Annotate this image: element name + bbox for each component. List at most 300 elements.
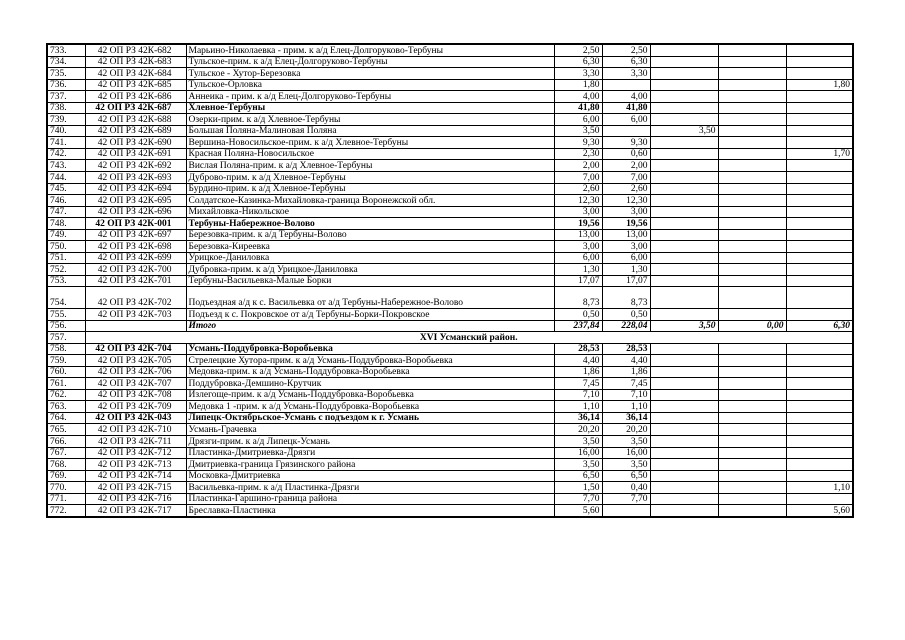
table-row [47, 114, 853, 126]
road-code-cell: 42 ОП РЗ 42К-695 [85, 195, 186, 207]
length-col4-cell [718, 470, 786, 482]
length-col5-cell [786, 183, 853, 195]
length-total-cell: 0,50 [554, 308, 602, 320]
row-number-cell: 760. [47, 366, 85, 378]
length-col3-cell [650, 459, 718, 471]
road-registry-table [46, 43, 854, 518]
row-number-cell: 743. [47, 160, 85, 172]
length-col4-cell [718, 389, 786, 401]
length-col5-cell [786, 137, 853, 149]
length-col2-cell: 9,30 [602, 137, 650, 149]
road-code-cell: 42 ОП РЗ 42К-701 [85, 275, 186, 287]
length-col4-cell [718, 275, 786, 287]
length-col2-cell: 4,00 [602, 91, 650, 103]
length-total-cell: 28,53 [554, 343, 602, 355]
length-col5-cell [786, 206, 853, 218]
length-col2-cell: 7,45 [602, 378, 650, 390]
road-name-cell: Тульское-прим. к а/д Елец-Долгоруково-Тербуны [186, 56, 554, 68]
length-col3-cell [650, 148, 718, 160]
road-code-cell: 42 ОП РЗ 42К-717 [85, 505, 186, 517]
length-total-cell: 7,00 [554, 172, 602, 184]
table-row [47, 343, 853, 355]
length-col3-cell [650, 424, 718, 436]
length-col4-cell [718, 206, 786, 218]
length-total-cell: 6,50 [554, 470, 602, 482]
length-total-cell: 6,00 [554, 114, 602, 126]
road-code-cell: 42 ОП РЗ 42К-693 [85, 172, 186, 184]
length-col2-cell: 4,40 [602, 355, 650, 367]
road-code-cell: 42 ОП РЗ 42К-683 [85, 56, 186, 68]
row-number-cell: 753. [47, 275, 85, 287]
road-code-cell: 42 ОП РЗ 42К-699 [85, 252, 186, 264]
road-code-cell: 42 ОП РЗ 42К-706 [85, 366, 186, 378]
road-name-cell: Березовка-прим. к а/д Тербуны-Волово [186, 229, 554, 241]
road-code-cell: 42 ОП РЗ 42К-710 [85, 424, 186, 436]
length-col5-cell [786, 447, 853, 459]
length-total-cell: 6,30 [554, 56, 602, 68]
length-total-cell: 3,30 [554, 68, 602, 80]
length-total-cell: 1,80 [554, 79, 602, 91]
length-col4-cell [718, 160, 786, 172]
length-col3-cell [650, 470, 718, 482]
length-col4-cell [718, 343, 786, 355]
length-col4-cell [718, 482, 786, 494]
road-code-cell: 42 ОП РЗ 42К-702 [85, 287, 186, 309]
road-code-cell: 42 ОП РЗ 42К-707 [85, 378, 186, 390]
length-col2-cell: 3,00 [602, 241, 650, 253]
length-col5-cell: 6,30 [786, 320, 853, 332]
length-col4-cell [718, 241, 786, 253]
road-code-cell: 42 ОП РЗ 42К-712 [85, 447, 186, 459]
road-name-cell: Дуброво-прим. к а/д Хлевное-Тербуны [186, 172, 554, 184]
row-number-cell: 770. [47, 482, 85, 494]
table-row [47, 493, 853, 505]
row-number-cell: 755. [47, 308, 85, 320]
table-row [47, 482, 853, 494]
road-name-cell: Пластинка-Гаршино-граница района [186, 493, 554, 505]
row-number-cell: 746. [47, 195, 85, 207]
table-row [47, 183, 853, 195]
row-number-cell: 748. [47, 218, 85, 230]
road-code-cell: 42 ОП РЗ 42К-716 [85, 493, 186, 505]
road-code-cell: 42 ОП РЗ 42К-686 [85, 91, 186, 103]
length-total-cell: 7,10 [554, 389, 602, 401]
length-col2-cell: 6,30 [602, 56, 650, 68]
road-code-cell: 42 ОП РЗ 42К-698 [85, 241, 186, 253]
table-row [47, 275, 853, 287]
length-col5-cell: 1,10 [786, 482, 853, 494]
length-col4-cell [718, 447, 786, 459]
length-col3-cell [650, 229, 718, 241]
length-col2-cell: 3,50 [602, 459, 650, 471]
length-total-cell: 2,50 [554, 44, 602, 56]
table-row [47, 320, 853, 332]
length-total-cell: 4,40 [554, 355, 602, 367]
length-col4-cell [718, 195, 786, 207]
road-name-cell: Васильевка-прим. к а/д Пластинка-Дрязги [186, 482, 554, 494]
length-col5-cell [786, 229, 853, 241]
length-total-cell: 7,70 [554, 493, 602, 505]
length-total-cell: 3,50 [554, 125, 602, 137]
road-name-cell: Бреславка-Пластинка [186, 505, 554, 517]
length-col5-cell [786, 264, 853, 276]
length-col3-cell [650, 56, 718, 68]
length-col2-cell: 7,00 [602, 172, 650, 184]
row-number-cell: 739. [47, 114, 85, 126]
length-col3-cell: 3,50 [650, 320, 718, 332]
length-col5-cell [786, 355, 853, 367]
row-number-cell: 767. [47, 447, 85, 459]
road-code-cell: 42 ОП РЗ 42К-700 [85, 264, 186, 276]
road-name-cell: Тербуны-Набережное-Волово [186, 218, 554, 230]
length-col4-cell [718, 229, 786, 241]
length-col2-cell [602, 505, 650, 517]
length-col4-cell [718, 137, 786, 149]
length-col5-cell: 1,80 [786, 79, 853, 91]
length-col3-cell [650, 195, 718, 207]
length-total-cell: 5,60 [554, 505, 602, 517]
length-col4-cell [718, 252, 786, 264]
section-heading-cell: XVI Усманский район. [85, 332, 853, 344]
road-code-cell: 42 ОП РЗ 42К-687 [85, 102, 186, 114]
length-col2-cell: 1,86 [602, 366, 650, 378]
table-row [47, 366, 853, 378]
length-col5-cell [786, 172, 853, 184]
length-col2-cell: 3,00 [602, 206, 650, 218]
row-number-cell: 768. [47, 459, 85, 471]
length-total-cell: 41,80 [554, 102, 602, 114]
length-col2-cell: 41,80 [602, 102, 650, 114]
length-total-cell: 3,50 [554, 459, 602, 471]
length-col5-cell [786, 275, 853, 287]
length-col4-cell [718, 493, 786, 505]
length-col5-cell [786, 436, 853, 448]
road-name-cell: Аннеика - прим. к а/д Елец-Долгоруково-Тербуны [186, 91, 554, 103]
table-row [47, 470, 853, 482]
road-code-cell: 42 ОП РЗ 42К-043 [85, 412, 186, 424]
length-col2-cell: 228,04 [602, 320, 650, 332]
road-code-cell: 42 ОП РЗ 42К-689 [85, 125, 186, 137]
length-total-cell: 2,00 [554, 160, 602, 172]
length-col5-cell [786, 424, 853, 436]
road-code-cell: 42 ОП РЗ 42К-703 [85, 308, 186, 320]
length-col2-cell: 0,40 [602, 482, 650, 494]
length-col5-cell [786, 308, 853, 320]
length-col2-cell: 16,00 [602, 447, 650, 459]
length-col3-cell [650, 183, 718, 195]
road-name-cell: Излегоще-прим. к а/д Усмань-Поддубровка-Воробьевка [186, 389, 554, 401]
length-col2-cell: 3,50 [602, 436, 650, 448]
length-col3-cell [650, 68, 718, 80]
length-total-cell: 3,00 [554, 206, 602, 218]
table-row [47, 459, 853, 471]
length-col3-cell [650, 44, 718, 56]
road-name-cell: Липецк-Октябрьское-Усмань с подъездом к г. Усмань [186, 412, 554, 424]
length-col3-cell [650, 102, 718, 114]
length-total-cell: 237,84 [554, 320, 602, 332]
row-number-cell: 736. [47, 79, 85, 91]
road-name-cell: Тульское-Орловка [186, 79, 554, 91]
road-name-cell: Подъезд к с. Покровское от а/д Тербуны-Борки-Покровское [186, 308, 554, 320]
road-name-cell: Итого [186, 320, 554, 332]
length-col5-cell [786, 493, 853, 505]
table-row [47, 172, 853, 184]
length-col4-cell [718, 505, 786, 517]
length-col2-cell: 0,60 [602, 148, 650, 160]
length-col5-cell [786, 366, 853, 378]
row-number-cell: 747. [47, 206, 85, 218]
length-col4-cell [718, 148, 786, 160]
road-name-cell: Медовка 1 -прим. к а/д Усмань-Поддубровка-Воробьевка [186, 401, 554, 413]
road-name-cell: Михайловка-Никольское [186, 206, 554, 218]
table-row [47, 412, 853, 424]
road-name-cell: Поддубровка-Демшино-Крутчик [186, 378, 554, 390]
road-name-cell: Солдатское-Казинка-Михайловка-граница Воронежской обл. [186, 195, 554, 207]
length-col5-cell [786, 412, 853, 424]
road-name-cell: Дмитриевка-граница Грязинского района [186, 459, 554, 471]
table-row [47, 378, 853, 390]
length-col2-cell: 12,30 [602, 195, 650, 207]
length-col4-cell [718, 424, 786, 436]
length-col3-cell [650, 206, 718, 218]
table-row [47, 505, 853, 517]
road-name-cell: Вислая Поляна-прим. к а/д Хлевное-Тербуны [186, 160, 554, 172]
road-name-cell: Вершина-Новосильское-прим. к а/д Хлевное-Тербуны [186, 137, 554, 149]
table-row [47, 424, 853, 436]
length-col4-cell [718, 436, 786, 448]
road-name-cell: Урицкое-Даниловка [186, 252, 554, 264]
row-number-cell: 742. [47, 148, 85, 160]
length-col3-cell [650, 241, 718, 253]
length-total-cell: 3,00 [554, 241, 602, 253]
length-col5-cell [786, 287, 853, 309]
length-col5-cell [786, 114, 853, 126]
length-col4-cell [718, 102, 786, 114]
length-col4-cell [718, 378, 786, 390]
road-name-cell: Тульское - Хутор-Березовка [186, 68, 554, 80]
table-row [47, 218, 853, 230]
length-col2-cell: 2,60 [602, 183, 650, 195]
length-col3-cell [650, 505, 718, 517]
length-col2-cell: 0,50 [602, 308, 650, 320]
row-number-cell: 758. [47, 343, 85, 355]
length-total-cell: 3,50 [554, 436, 602, 448]
row-number-cell: 771. [47, 493, 85, 505]
table-row [47, 68, 853, 80]
length-col2-cell: 2,00 [602, 160, 650, 172]
length-col3-cell [650, 275, 718, 287]
road-code-cell: 42 ОП РЗ 42К-685 [85, 79, 186, 91]
road-code-cell [85, 320, 186, 332]
length-col4-cell [718, 125, 786, 137]
length-col4-cell [718, 287, 786, 309]
length-total-cell: 9,30 [554, 137, 602, 149]
road-name-cell: Марьино-Николаевка - прим. к а/д Елец-Долгоруково-Тербуны [186, 44, 554, 56]
road-name-cell: Усмань-Грачевка [186, 424, 554, 436]
length-col4-cell [718, 366, 786, 378]
length-col5-cell [786, 68, 853, 80]
row-number-cell: 752. [47, 264, 85, 276]
length-total-cell: 19,56 [554, 218, 602, 230]
road-code-cell: 42 ОП РЗ 42К-715 [85, 482, 186, 494]
road-code-cell: 42 ОП РЗ 42К-690 [85, 137, 186, 149]
row-number-cell: 735. [47, 68, 85, 80]
length-col5-cell [786, 378, 853, 390]
length-col2-cell: 20,20 [602, 424, 650, 436]
table-row [47, 206, 853, 218]
road-code-cell: 42 ОП РЗ 42К-682 [85, 44, 186, 56]
road-name-cell: Красная Поляна-Новосильское [186, 148, 554, 160]
table-row [47, 241, 853, 253]
road-name-cell: Озерки-прим. к а/д Хлевное-Тербуны [186, 114, 554, 126]
length-col5-cell [786, 241, 853, 253]
length-col2-cell: 7,10 [602, 389, 650, 401]
table-row [47, 447, 853, 459]
road-code-cell: 42 ОП РЗ 42К-691 [85, 148, 186, 160]
row-number-cell: 769. [47, 470, 85, 482]
table-row [47, 137, 853, 149]
length-col3-cell [650, 137, 718, 149]
table-row [47, 148, 853, 160]
length-col3-cell [650, 252, 718, 264]
table-row [47, 308, 853, 320]
road-name-cell: Пластинка-Дмитриевка-Дрязги [186, 447, 554, 459]
length-total-cell: 1,86 [554, 366, 602, 378]
road-code-cell: 42 ОП РЗ 42К-704 [85, 343, 186, 355]
length-col2-cell: 6,50 [602, 470, 650, 482]
road-code-cell: 42 ОП РЗ 42К-694 [85, 183, 186, 195]
row-number-cell: 772. [47, 505, 85, 517]
road-name-cell: Медовка-прим. к а/д Усмань-Поддубровка-Воробьевка [186, 366, 554, 378]
length-col4-cell [718, 218, 786, 230]
length-col3-cell [650, 378, 718, 390]
road-code-cell: 42 ОП РЗ 42К-001 [85, 218, 186, 230]
length-col2-cell: 1,30 [602, 264, 650, 276]
length-col4-cell: 0,00 [718, 320, 786, 332]
road-code-cell: 42 ОП РЗ 42К-688 [85, 114, 186, 126]
length-total-cell: 36,14 [554, 412, 602, 424]
length-col4-cell [718, 401, 786, 413]
length-col4-cell [718, 68, 786, 80]
length-total-cell: 1,50 [554, 482, 602, 494]
table-row [47, 160, 853, 172]
length-col2-cell: 36,14 [602, 412, 650, 424]
length-total-cell: 8,73 [554, 287, 602, 309]
length-col2-cell [602, 125, 650, 137]
row-number-cell: 733. [47, 44, 85, 56]
length-col3-cell [650, 355, 718, 367]
length-col3-cell [650, 436, 718, 448]
length-col2-cell: 28,53 [602, 343, 650, 355]
length-col3-cell [650, 343, 718, 355]
table-row [47, 91, 853, 103]
length-col5-cell [786, 218, 853, 230]
length-col5-cell [786, 343, 853, 355]
length-col2-cell: 6,00 [602, 114, 650, 126]
road-name-cell: Дубровка-прим. к а/д Урицкое-Даниловка [186, 264, 554, 276]
length-col4-cell [718, 264, 786, 276]
road-name-cell: Тербуны-Васильевка-Малые Борки [186, 275, 554, 287]
length-col5-cell [786, 459, 853, 471]
length-col5-cell [786, 252, 853, 264]
length-total-cell: 7,45 [554, 378, 602, 390]
length-col3-cell [650, 264, 718, 276]
road-name-cell: Московка-Дмитриевка [186, 470, 554, 482]
row-number-cell: 749. [47, 229, 85, 241]
row-number-cell: 734. [47, 56, 85, 68]
road-code-cell: 42 ОП РЗ 42К-692 [85, 160, 186, 172]
table-row [47, 195, 853, 207]
length-col2-cell: 8,73 [602, 287, 650, 309]
row-number-cell: 759. [47, 355, 85, 367]
length-total-cell: 17,07 [554, 275, 602, 287]
length-col5-cell: 5,60 [786, 505, 853, 517]
length-total-cell: 4,00 [554, 91, 602, 103]
table-row [47, 252, 853, 264]
length-col2-cell: 2,50 [602, 44, 650, 56]
length-col3-cell [650, 366, 718, 378]
table-body [47, 44, 853, 517]
length-col3-cell [650, 114, 718, 126]
row-number-cell: 744. [47, 172, 85, 184]
table-row [47, 287, 853, 309]
row-number-cell: 750. [47, 241, 85, 253]
length-col4-cell [718, 183, 786, 195]
length-col4-cell [718, 355, 786, 367]
road-code-cell: 42 ОП РЗ 42К-708 [85, 389, 186, 401]
length-col3-cell [650, 401, 718, 413]
row-number-cell: 763. [47, 401, 85, 413]
row-number-cell: 737. [47, 91, 85, 103]
road-code-cell: 42 ОП РЗ 42К-714 [85, 470, 186, 482]
length-col3-cell [650, 389, 718, 401]
row-number-cell: 761. [47, 378, 85, 390]
length-col4-cell [718, 172, 786, 184]
road-code-cell: 42 ОП РЗ 42К-709 [85, 401, 186, 413]
length-col3-cell [650, 172, 718, 184]
length-col4-cell [718, 44, 786, 56]
row-number-cell: 757. [47, 332, 85, 344]
length-col5-cell: 1,70 [786, 148, 853, 160]
length-total-cell: 16,00 [554, 447, 602, 459]
length-col3-cell [650, 287, 718, 309]
road-name-cell: Подъездная а/д к с. Васильевка от а/д Тербуны-Набережное-Волово [186, 287, 554, 309]
table-row [47, 264, 853, 276]
table-row [47, 125, 853, 137]
length-col2-cell: 6,00 [602, 252, 650, 264]
length-col3-cell [650, 308, 718, 320]
length-col4-cell [718, 114, 786, 126]
length-col5-cell [786, 125, 853, 137]
table-row [47, 229, 853, 241]
length-col2-cell: 19,56 [602, 218, 650, 230]
length-col3-cell: 3,50 [650, 125, 718, 137]
row-number-cell: 740. [47, 125, 85, 137]
length-col4-cell [718, 412, 786, 424]
road-code-cell: 42 ОП РЗ 42К-697 [85, 229, 186, 241]
length-col3-cell [650, 482, 718, 494]
length-col3-cell [650, 412, 718, 424]
length-col2-cell: 7,70 [602, 493, 650, 505]
table-row [47, 56, 853, 68]
length-total-cell: 2,30 [554, 148, 602, 160]
length-total-cell: 2,60 [554, 183, 602, 195]
length-col5-cell [786, 91, 853, 103]
length-col5-cell [786, 401, 853, 413]
row-number-cell: 766. [47, 436, 85, 448]
road-code-cell: 42 ОП РЗ 42К-705 [85, 355, 186, 367]
length-col2-cell: 1,10 [602, 401, 650, 413]
